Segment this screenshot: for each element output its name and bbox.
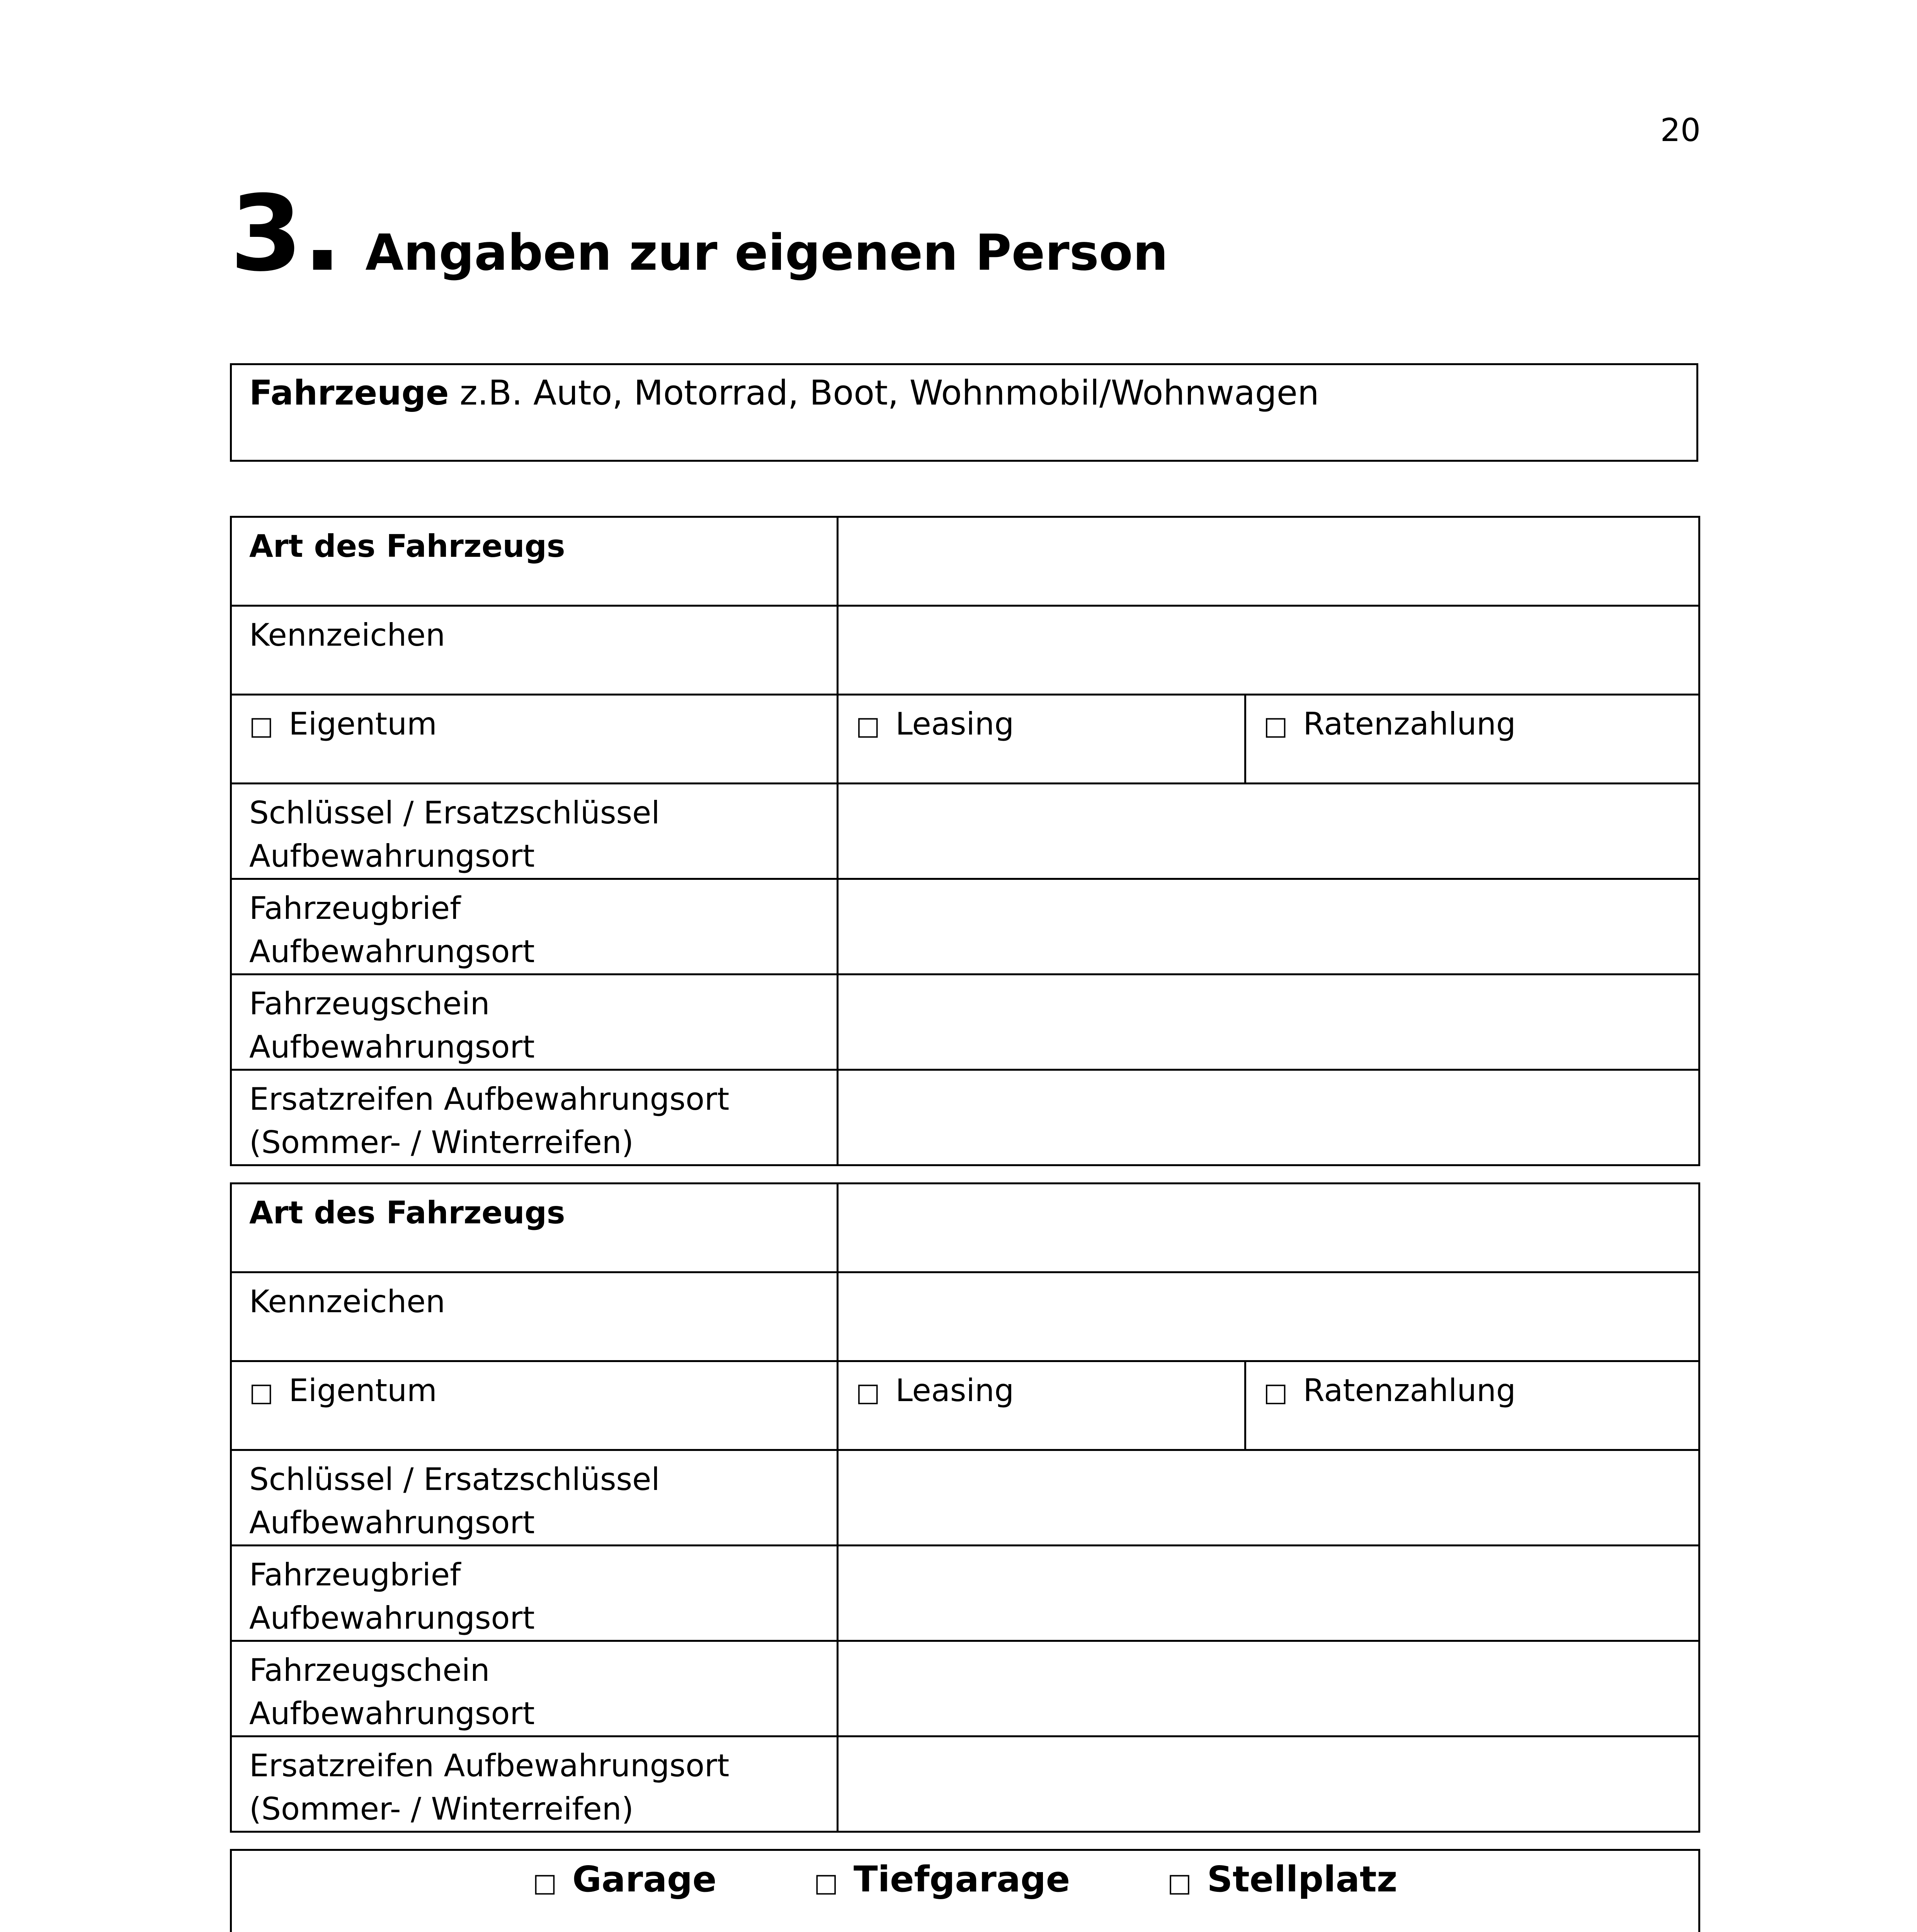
- checkbox-icon: □: [856, 711, 880, 741]
- vehicle-type-field[interactable]: [838, 1184, 1699, 1272]
- plate-field[interactable]: [838, 606, 1699, 695]
- plate-field[interactable]: [838, 1272, 1699, 1361]
- vehicle-type-label: Art des Fahrzeugs: [231, 1184, 838, 1272]
- section-title: Angaben zur eigenen Person: [365, 224, 1168, 282]
- label-line: Schlüssel / Ersatzschlüssel: [249, 1461, 660, 1497]
- registration-cert-field[interactable]: [838, 975, 1699, 1070]
- table-row: [231, 975, 1699, 1070]
- checkbox-icon: □: [814, 1868, 838, 1898]
- checkbox-label: Tiefgarage: [853, 1859, 1070, 1900]
- ownership-checkbox[interactable]: [231, 695, 838, 784]
- intro-bold: Fahrzeuge: [249, 373, 449, 413]
- vehicle-table-2: [230, 1182, 1700, 1833]
- table-row: [231, 1641, 1699, 1736]
- parking-space-checkbox[interactable]: [1167, 1859, 1397, 1900]
- intro-text: z.B. Auto, Motorrad, Boot, Wohnmobil/Wohnwagen: [449, 373, 1319, 413]
- checkbox-label: Eigentum: [289, 706, 437, 742]
- label-line: Ersatzreifen Aufbewahrungsort: [249, 1748, 730, 1784]
- keys-field[interactable]: [838, 784, 1699, 879]
- table-row: [231, 1850, 1699, 1932]
- label-line: Aufbewahrungsort: [249, 1029, 535, 1065]
- label-line: Ersatzreifen Aufbewahrungsort: [249, 1081, 730, 1117]
- label-line: Aufbewahrungsort: [249, 1505, 535, 1541]
- table-row: [231, 1546, 1699, 1641]
- plate-label: Kennzeichen: [231, 1272, 838, 1361]
- table-row: [231, 1070, 1699, 1165]
- label-line: Fahrzeugschein: [249, 986, 490, 1022]
- parking-type-row: [231, 1850, 1699, 1932]
- checkbox-icon: □: [1264, 1378, 1288, 1407]
- parking-table: [230, 1849, 1700, 1932]
- checkbox-icon: □: [249, 1378, 274, 1407]
- label-line: (Sommer- / Winterreifen): [249, 1124, 634, 1160]
- label-line: Fahrzeugbrief: [249, 1557, 461, 1593]
- label-line: Fahrzeugbrief: [249, 890, 461, 926]
- table-row: [231, 1272, 1699, 1361]
- checkbox-label: Leasing: [895, 1372, 1014, 1408]
- table-row: [231, 784, 1699, 879]
- checkbox-label: Ratenzahlung: [1303, 706, 1516, 742]
- registration-cert-label: [231, 1641, 838, 1736]
- checkbox-label: Stellplatz: [1207, 1859, 1398, 1900]
- checkbox-icon: □: [249, 711, 274, 741]
- table-row: [231, 517, 1699, 606]
- checkbox-icon: □: [1167, 1868, 1192, 1898]
- vehicles-intro-box: [230, 363, 1698, 462]
- checkbox-icon: □: [532, 1868, 557, 1898]
- checkbox-label: Eigentum: [289, 1372, 437, 1408]
- table-row: [231, 606, 1699, 695]
- garage-checkbox[interactable]: [533, 1859, 717, 1900]
- registration-doc-field[interactable]: [838, 879, 1699, 975]
- label-line: (Sommer- / Winterreifen): [249, 1791, 634, 1827]
- registration-doc-label: [231, 1546, 838, 1641]
- registration-doc-field[interactable]: [838, 1546, 1699, 1641]
- table-row: [231, 1184, 1699, 1272]
- checkbox-label: Garage: [572, 1859, 717, 1900]
- table-row: [231, 695, 1699, 784]
- page-number: 20: [1660, 112, 1701, 149]
- vehicle-type-label: Art des Fahrzeugs: [231, 517, 838, 606]
- registration-cert-field[interactable]: [838, 1641, 1699, 1736]
- tires-label: [231, 1736, 838, 1832]
- vehicle-type-field[interactable]: [838, 517, 1699, 606]
- table-row: [231, 1450, 1699, 1546]
- label-line: Aufbewahrungsort: [249, 1600, 535, 1636]
- keys-field[interactable]: [838, 1450, 1699, 1546]
- section-number: 3.: [230, 173, 342, 294]
- table-row: [231, 879, 1699, 975]
- tires-label: [231, 1070, 838, 1165]
- installment-checkbox[interactable]: [1245, 1361, 1699, 1450]
- underground-garage-checkbox[interactable]: [814, 1859, 1070, 1900]
- section-heading: [230, 173, 1168, 294]
- tires-field[interactable]: [838, 1070, 1699, 1165]
- checkbox-label: Ratenzahlung: [1303, 1372, 1516, 1408]
- label-line: Schlüssel / Ersatzschlüssel: [249, 795, 660, 831]
- registration-doc-label: [231, 879, 838, 975]
- tires-field[interactable]: [838, 1736, 1699, 1832]
- table-row: [231, 1736, 1699, 1832]
- vehicle-table-1: [230, 516, 1700, 1166]
- leasing-checkbox[interactable]: [838, 695, 1245, 784]
- keys-label: [231, 784, 838, 879]
- checkbox-icon: □: [1264, 711, 1288, 741]
- plate-label: Kennzeichen: [231, 606, 838, 695]
- keys-label: [231, 1450, 838, 1546]
- installment-checkbox[interactable]: [1245, 695, 1699, 784]
- label-line: Aufbewahrungsort: [249, 1696, 535, 1731]
- table-row: [231, 1361, 1699, 1450]
- leasing-checkbox[interactable]: [838, 1361, 1245, 1450]
- label-line: Aufbewahrungsort: [249, 934, 535, 969]
- checkbox-icon: □: [856, 1378, 880, 1407]
- label-line: Fahrzeugschein: [249, 1652, 490, 1688]
- label-line: Aufbewahrungsort: [249, 838, 535, 874]
- checkbox-label: Leasing: [895, 706, 1014, 742]
- ownership-checkbox[interactable]: [231, 1361, 838, 1450]
- registration-cert-label: [231, 975, 838, 1070]
